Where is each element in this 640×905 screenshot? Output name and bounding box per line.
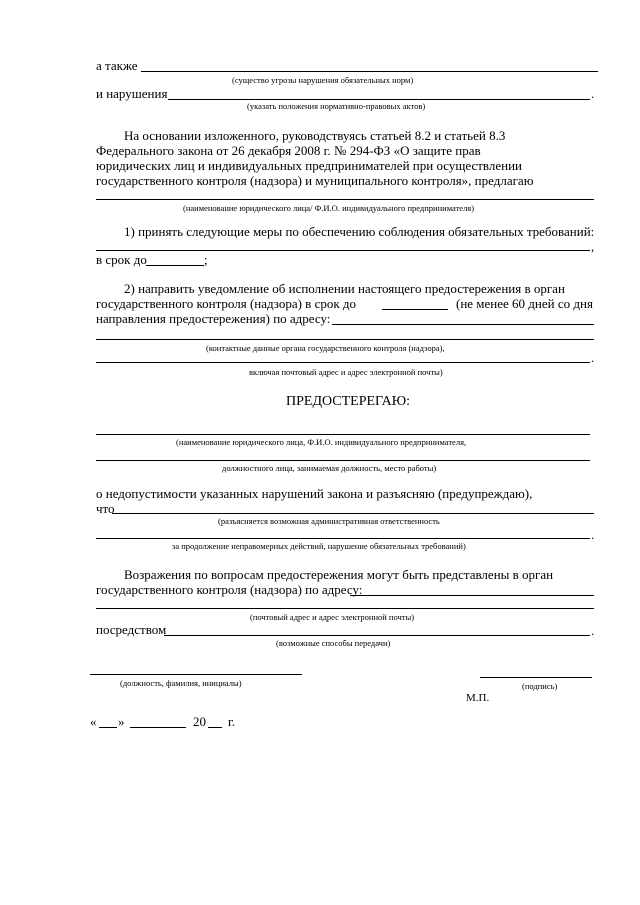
contacts-field[interactable]	[96, 339, 594, 340]
position-caption: (должность, фамилия, инициалы)	[120, 678, 242, 688]
term-label: в срок до	[96, 252, 147, 267]
term-date-field[interactable]	[146, 265, 204, 266]
responsibility-caption: (разъясняется возможная административная ответственность	[218, 516, 440, 526]
via-label: посредством	[96, 622, 167, 637]
also-label: а также	[96, 58, 138, 73]
signature-field[interactable]	[480, 677, 592, 678]
address-field[interactable]	[96, 362, 590, 363]
via-caption: (возможные способы передачи)	[276, 638, 391, 648]
item2-line-3: направления предостережения) по адресу:	[96, 311, 331, 326]
period-mark-2: .	[591, 350, 595, 365]
position-field[interactable]	[90, 674, 302, 675]
date-year-suffix: г.	[228, 714, 236, 729]
continuation-field[interactable]	[96, 538, 590, 539]
threat-field[interactable]	[141, 71, 598, 72]
post-address-field[interactable]	[96, 608, 594, 609]
acts-caption: (указать положения нормативно-правовых актов)	[247, 101, 426, 111]
notify-address-field[interactable]	[332, 324, 594, 325]
warn-caption-1: (наименование юридического лица, Ф.И.О. индивидуального предпринимателя,	[176, 437, 467, 447]
violation-label: и нарушения	[96, 86, 168, 101]
period-mark-3: .	[591, 527, 595, 542]
item2-line-2b: (не менее 60 дней со дня	[456, 296, 593, 311]
official-field[interactable]	[96, 460, 590, 461]
basis-line-3: юридических лиц и индивидуальных предпринимателей при осуществлении	[96, 158, 523, 173]
entity-caption: (наименование юридического лица/ Ф.И.О. индивидуального предпринимателя)	[183, 203, 475, 213]
date-year-field[interactable]	[208, 727, 222, 728]
warn-title: ПРЕДОСТЕРЕГАЮ:	[286, 394, 411, 409]
item2-line-1: 2) направить уведомление об исполнении настоящего предостережения в орган	[124, 281, 565, 296]
entity-field[interactable]	[96, 199, 594, 200]
basis-line-4: государственного контроля (надзора) и муниципального контроля», предлагаю	[96, 173, 534, 188]
continuation-caption: за продолжение неправомерных действий, нарушение обязательных требований)	[172, 541, 466, 551]
date-year-prefix: 20	[193, 714, 206, 729]
objections-address-field[interactable]	[350, 595, 594, 596]
threat-caption: (существо угрозы нарушения обязательных норм)	[232, 75, 414, 85]
warn-caption-2: должностного лица, занимаемая должность, место работы)	[222, 463, 437, 473]
term-end: ;	[204, 252, 208, 267]
acts-field[interactable]	[168, 99, 590, 100]
via-field[interactable]	[164, 635, 590, 636]
item1-comma: ,	[591, 239, 595, 254]
item1-text: 1) принять следующие меры по обеспечению соблюдения обязательных требований:	[124, 224, 595, 239]
address-caption: включая почтовый адрес и адрес электронной почты)	[249, 367, 443, 377]
stamp-label: М.П.	[466, 692, 490, 704]
inadmissibility-line-1: о недопустимости указанных нарушений закона и разъясняю (предупреждаю),	[96, 486, 533, 501]
basis-line-1: На основании изложенного, руководствуясь статьей 8.2 и статьей 8.3	[124, 128, 506, 143]
measures-field[interactable]	[96, 250, 590, 251]
period-mark-4: .	[591, 623, 595, 638]
contacts-caption: (контактные данные органа государственного контроля (надзора),	[206, 343, 445, 353]
date-quote-close: »	[118, 714, 125, 729]
warned-entity-field[interactable]	[96, 434, 590, 435]
period-mark: .	[591, 86, 595, 101]
signature-caption: (подпись)	[522, 681, 558, 691]
notify-date-field[interactable]	[382, 309, 448, 310]
item2-line-2a: государственного контроля (надзора) в срок до	[96, 296, 357, 311]
responsibility-field[interactable]	[112, 513, 594, 514]
basis-line-2: Федерального закона от 26 декабря 2008 г. № 294-ФЗ «О защите прав	[96, 143, 481, 158]
post-caption: (почтовый адрес и адрес электронной почты)	[250, 612, 415, 622]
date-quote-open: «	[90, 714, 97, 729]
objections-line-1: Возражения по вопросам предостережения могут быть представлены в орган	[124, 567, 554, 582]
objections-line-2: государственного контроля (надзора) по адресу:	[96, 582, 363, 597]
inadmissibility-line-2: что	[96, 501, 115, 516]
date-month-field[interactable]	[130, 727, 186, 728]
date-day-field[interactable]	[99, 727, 117, 728]
